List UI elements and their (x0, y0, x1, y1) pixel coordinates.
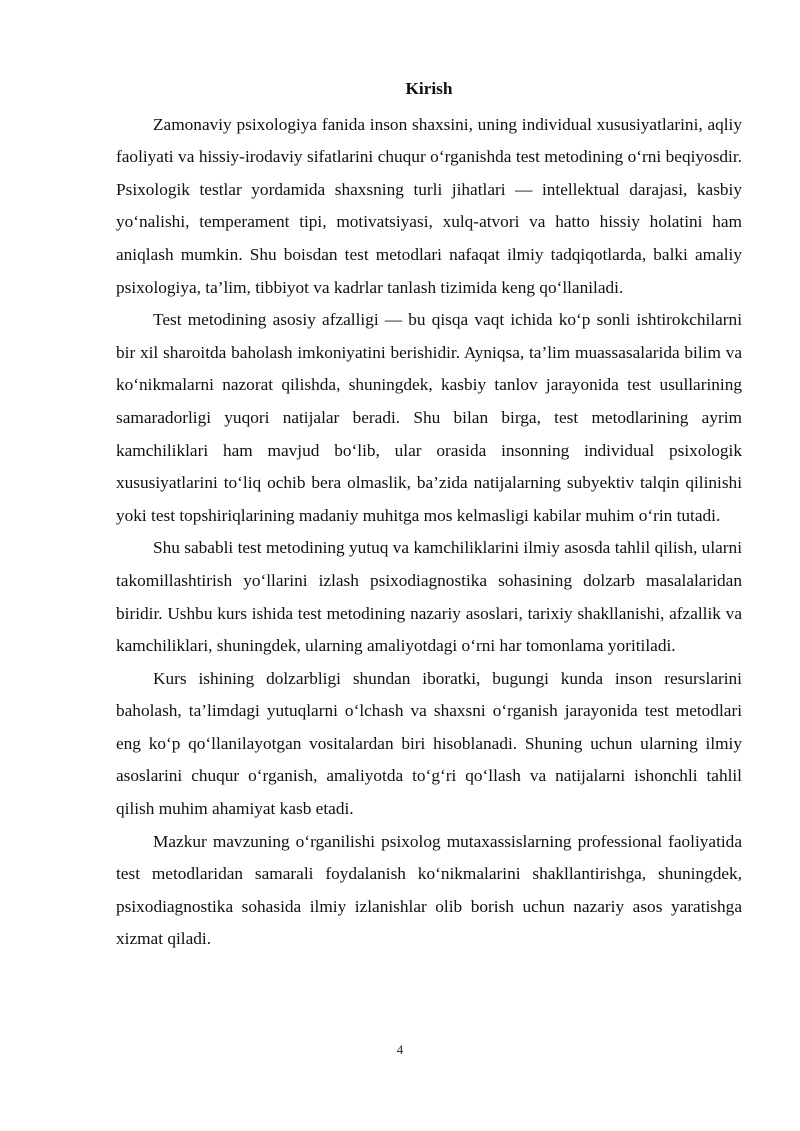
page-number: 4 (396, 1042, 404, 1057)
paragraph-5: Mazkur mavzuning o‘rganilishi psixolog mutaxassislarning professional faoliyatida test metodlaridan samarali foydalanish ko‘nikmalarini shakllantirishga, shuningdek, psixodiagnostika sohasida ilmiy izlanishlar olib borish uchun nazariy asos yaratishga xizmat qiladi. (116, 831, 742, 949)
paragraph-2: Test metodining asosiy afzalligi — bu qisqa vaqt ichida ko‘p sonli ishtirokchilarni bir xil sharoitda baholash imkoniyatini berishidir. Ayniqsa, ta’lim muassasalarida bilim va ko‘nikmalarni nazorat qilishda, shuningdek, kasbiy tanlov jarayonida test usullarining samaradorligi yuqori natijalar beradi. Shu bilan birga, test metodlarining ayrim kamchiliklari ham mavjud bo‘lib, ular orasida insonning individual psixologik xususiyatlarini to‘liq ochib bera olmaslik, ba’zida natijalarning subyektiv talqin qilinishi yoki test topshiriqlarining madaniy muhitga mos kelmasligi kabilar muhim o‘rin tutadi. (116, 310, 742, 525)
paragraph-1: Zamonaviy psixologiya fanida inson shaxsini, uning individual xususiyatlarini, aqliy faoliyati va hissiy-irodaviy sifatlarini chuqur o‘rganishda test metodining o‘rni beqiyosdir. Psixologik testlar yordamida shaxsning turli jihatlari — intellektual darajasi, kasbiy yo‘nalishi, temperament tipi, motivatsiyasi, xulq-atvori va hatto hissiy holatini ham aniqlash mumkin. Shu boisdan test metodlari nafaqat ilmiy tadqiqotlarda, balki amaliy psixologiya, ta’lim, tibbiyot va kadrlar tanlash tizimida keng qo‘llaniladi. (116, 114, 742, 297)
paragraph-4: Kurs ishining dolzarbligi shundan iboratki, bugungi kunda inson resurslarini baholash, ta’limdagi yutuqlarni o‘lchash va shaxsni o‘rganish jarayonida test metodlari eng ko‘p qo‘llanilayotgan vositalardan biri hisoblanadi. Shuning uchun ularning ilmiy asoslarini chuqur o‘rganish, amaliyotda to‘g‘ri qo‘llash va natijalarni ishonchli tahlil qilish muhim ahamiyat kasb etadi. (116, 668, 742, 819)
page-content (116, 76, 742, 956)
paragraph-3: Shu sababli test metodining yutuq va kamchiliklarini ilmiy asosda tahlil qilish, ularni takomillashtirish yo‘llarini izlash psixodiagnostika sohasining dolzarb masalalaridan biridir. Ushbu kurs ishida test metodining nazariy asoslari, tarixiy shakllanishi, afzallik va kamchiliklari, shuningdek, ularning amaliyotdagi o‘rni har tomonlama yoritiladi. (116, 538, 742, 656)
section-title: Kirish (405, 79, 453, 98)
